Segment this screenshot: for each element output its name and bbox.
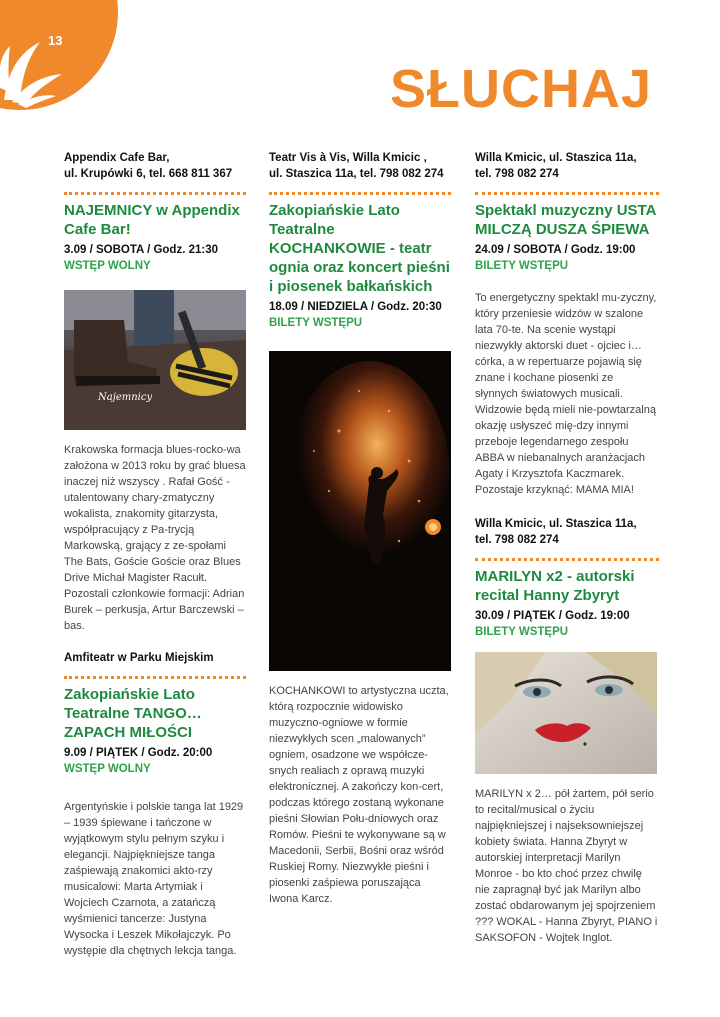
dotted-divider (64, 192, 246, 195)
event-photo-boots-guitar (64, 290, 246, 430)
event-photo-fire-dancer (269, 351, 451, 671)
venue-line: Amfiteatr w Parku Miejskim (64, 652, 214, 664)
event-entry: BILETY WSTĘPU (475, 260, 569, 272)
event-usta-milcza (475, 150, 659, 498)
section-title: SŁUCHAJ (389, 59, 652, 119)
event-date: 3.09 / SOBOTA / Godz. 21:30 (64, 244, 219, 256)
venue-line: Teatr Vis à Vis, Willa Kmicic , (269, 152, 427, 164)
event-tango (64, 650, 246, 959)
venue-line: Appendix Cafe Bar, (64, 152, 170, 164)
event-description: KOCHANKOWI to artystyczna uczta, którą rozpocznie widowisko muzyczno-ogniowe w formie niezwykłych scen „malowanych” ogniem, osadzone we współcze-snych realiach z oprawą muzyki elektronicznej. A zakończy kon-cert, podczas którego zostaną wykonane pieśni Słowian Połu-dniowych oraz Romów. Pieśni te wykonywane są w Macedonii, Serbii, Bośni oraz wśród Ruskiej Romy. Niezwykłe pieśni i piosenki zaśpiewa poruszająca Iwona Karcz. (269, 685, 449, 905)
event-najemnicy (64, 150, 246, 634)
event-title: Zakopiańskie Lato Teatralne KOCHANKOWIE - teatr ognia oraz koncert pieśni i piosenek bałkańskich (269, 202, 450, 295)
event-date: 9.09 / PIĄTEK / Godz. 20:00 (64, 747, 213, 759)
venue-line: ul. Staszica 11a, tel. 798 082 274 (269, 168, 444, 180)
event-entry: BILETY WSTĘPU (475, 626, 569, 638)
event-entry: BILETY WSTĘPU (269, 317, 363, 329)
event-title: Zakopiańskie Lato Teatralne TANGO… ZAPACH MIŁOŚCI (64, 686, 202, 741)
event-photo-marilyn (475, 652, 657, 774)
event-kochankowie (269, 150, 451, 907)
dotted-divider (64, 676, 246, 679)
event-title: NAJEMNICY w Appendix Cafe Bar! (64, 202, 240, 238)
event-title: Spektakl muzyczny USTA MILCZĄ DUSZA ŚPIEWA (475, 202, 656, 238)
dotted-divider (475, 558, 659, 561)
event-description: Krakowska formacja blues-rocko-wa założona w 2013 roku by grać bluesa inaczej niż wszyscy . Rafał Gość - utalentowany chary-zmatyczny wokalista, znakomity gitarzysta, współpracujący z Pa-trycją Markowską, grający z ze-społami The Bats, Goście Goście oraz Blues Drive Michał Magister Racułt. Pozostali członkowie formacji: Adrian Burek – perkusja, Artur Barczewski –bas. (64, 444, 246, 632)
column-2 (269, 150, 451, 907)
event-entry: WSTĘP WOLNY (64, 763, 151, 775)
column-1 (64, 150, 246, 959)
corner-badge (0, 0, 118, 112)
event-date: 30.09 / PIĄTEK / Godz. 19:00 (475, 610, 630, 622)
event-date: 24.09 / SOBOTA / Godz. 19:00 (475, 244, 636, 256)
venue-line: tel. 798 082 274 (475, 168, 559, 180)
event-description: To energetyczny spektakl mu-zyczny, który przeniesie widzów w szalone lata 70-te. Na scenie wystąpi niezwykły aktorski duet - ojciec i… córka, a w repertuarze pojawią się znane i kochane piosenki ze słynnych światowych musicali. Widzowie będą mieli nie-powtarzalną okazję usłyszeć mię-dzy innymi przeboje legendarnego zespołu ABBA w niebanalnych aranżacjach Agaty i Krzysztofa Kaczmarek. Pozostaje krzyknąć: MAMA MIA! (475, 292, 657, 496)
photo-caption: Najemnicy (98, 392, 153, 403)
column-3 (475, 150, 659, 946)
venue-line: ul. Krupówki 6, tel. 668 811 367 (64, 168, 233, 180)
event-entry: WSTĘP WOLNY (64, 260, 151, 272)
dotted-divider (475, 192, 659, 195)
dotted-divider (269, 192, 451, 195)
event-date: 18.09 / NIEDZIELA / Godz. 20:30 (269, 301, 442, 313)
event-marilyn (475, 516, 659, 946)
venue-line: Willa Kmicic, ul. Staszica 11a, (475, 152, 637, 164)
event-description: Argentyńskie i polskie tanga lat 1929 – 1939 śpiewane i tańczone w wyjątkowym stylu pełnym szyku i elegancji. Najpiękniejsze tanga zaśpiewają znakomici akto-rzy musicalowi: Marta Artymiak i Wojciech Czarnota, a zatańczą wyśmienici tancerze: Justyna Wysocka i Leszek Mikołajczyk. Po występie dla chętnych lekcja tanga. (64, 801, 244, 957)
venue-line: tel. 798 082 274 (475, 534, 559, 546)
event-description: MARILYN x 2… pół żartem, pół serio to recital/musical o życiu najpiękniejszej i najseksowniejszej kobiety świata. Hanna Zbyryt w autorskiej interpretacji Marilyn Monroe - bo kto choć przez chwilę nie zapragnął być jak Marilyn albo zostać obdarowanym jej spojrzeniem ??? WOKAL - Hanna Zbyryt, PIANO i SAKSOFON - Wojtek Inglot. (475, 788, 658, 944)
page-number: 13 (48, 33, 63, 48)
venue-line: Willa Kmicic, ul. Staszica 11a, (475, 518, 637, 530)
event-title: MARILYN x2 - autorski recital Hanny Zbyryt (475, 568, 635, 604)
